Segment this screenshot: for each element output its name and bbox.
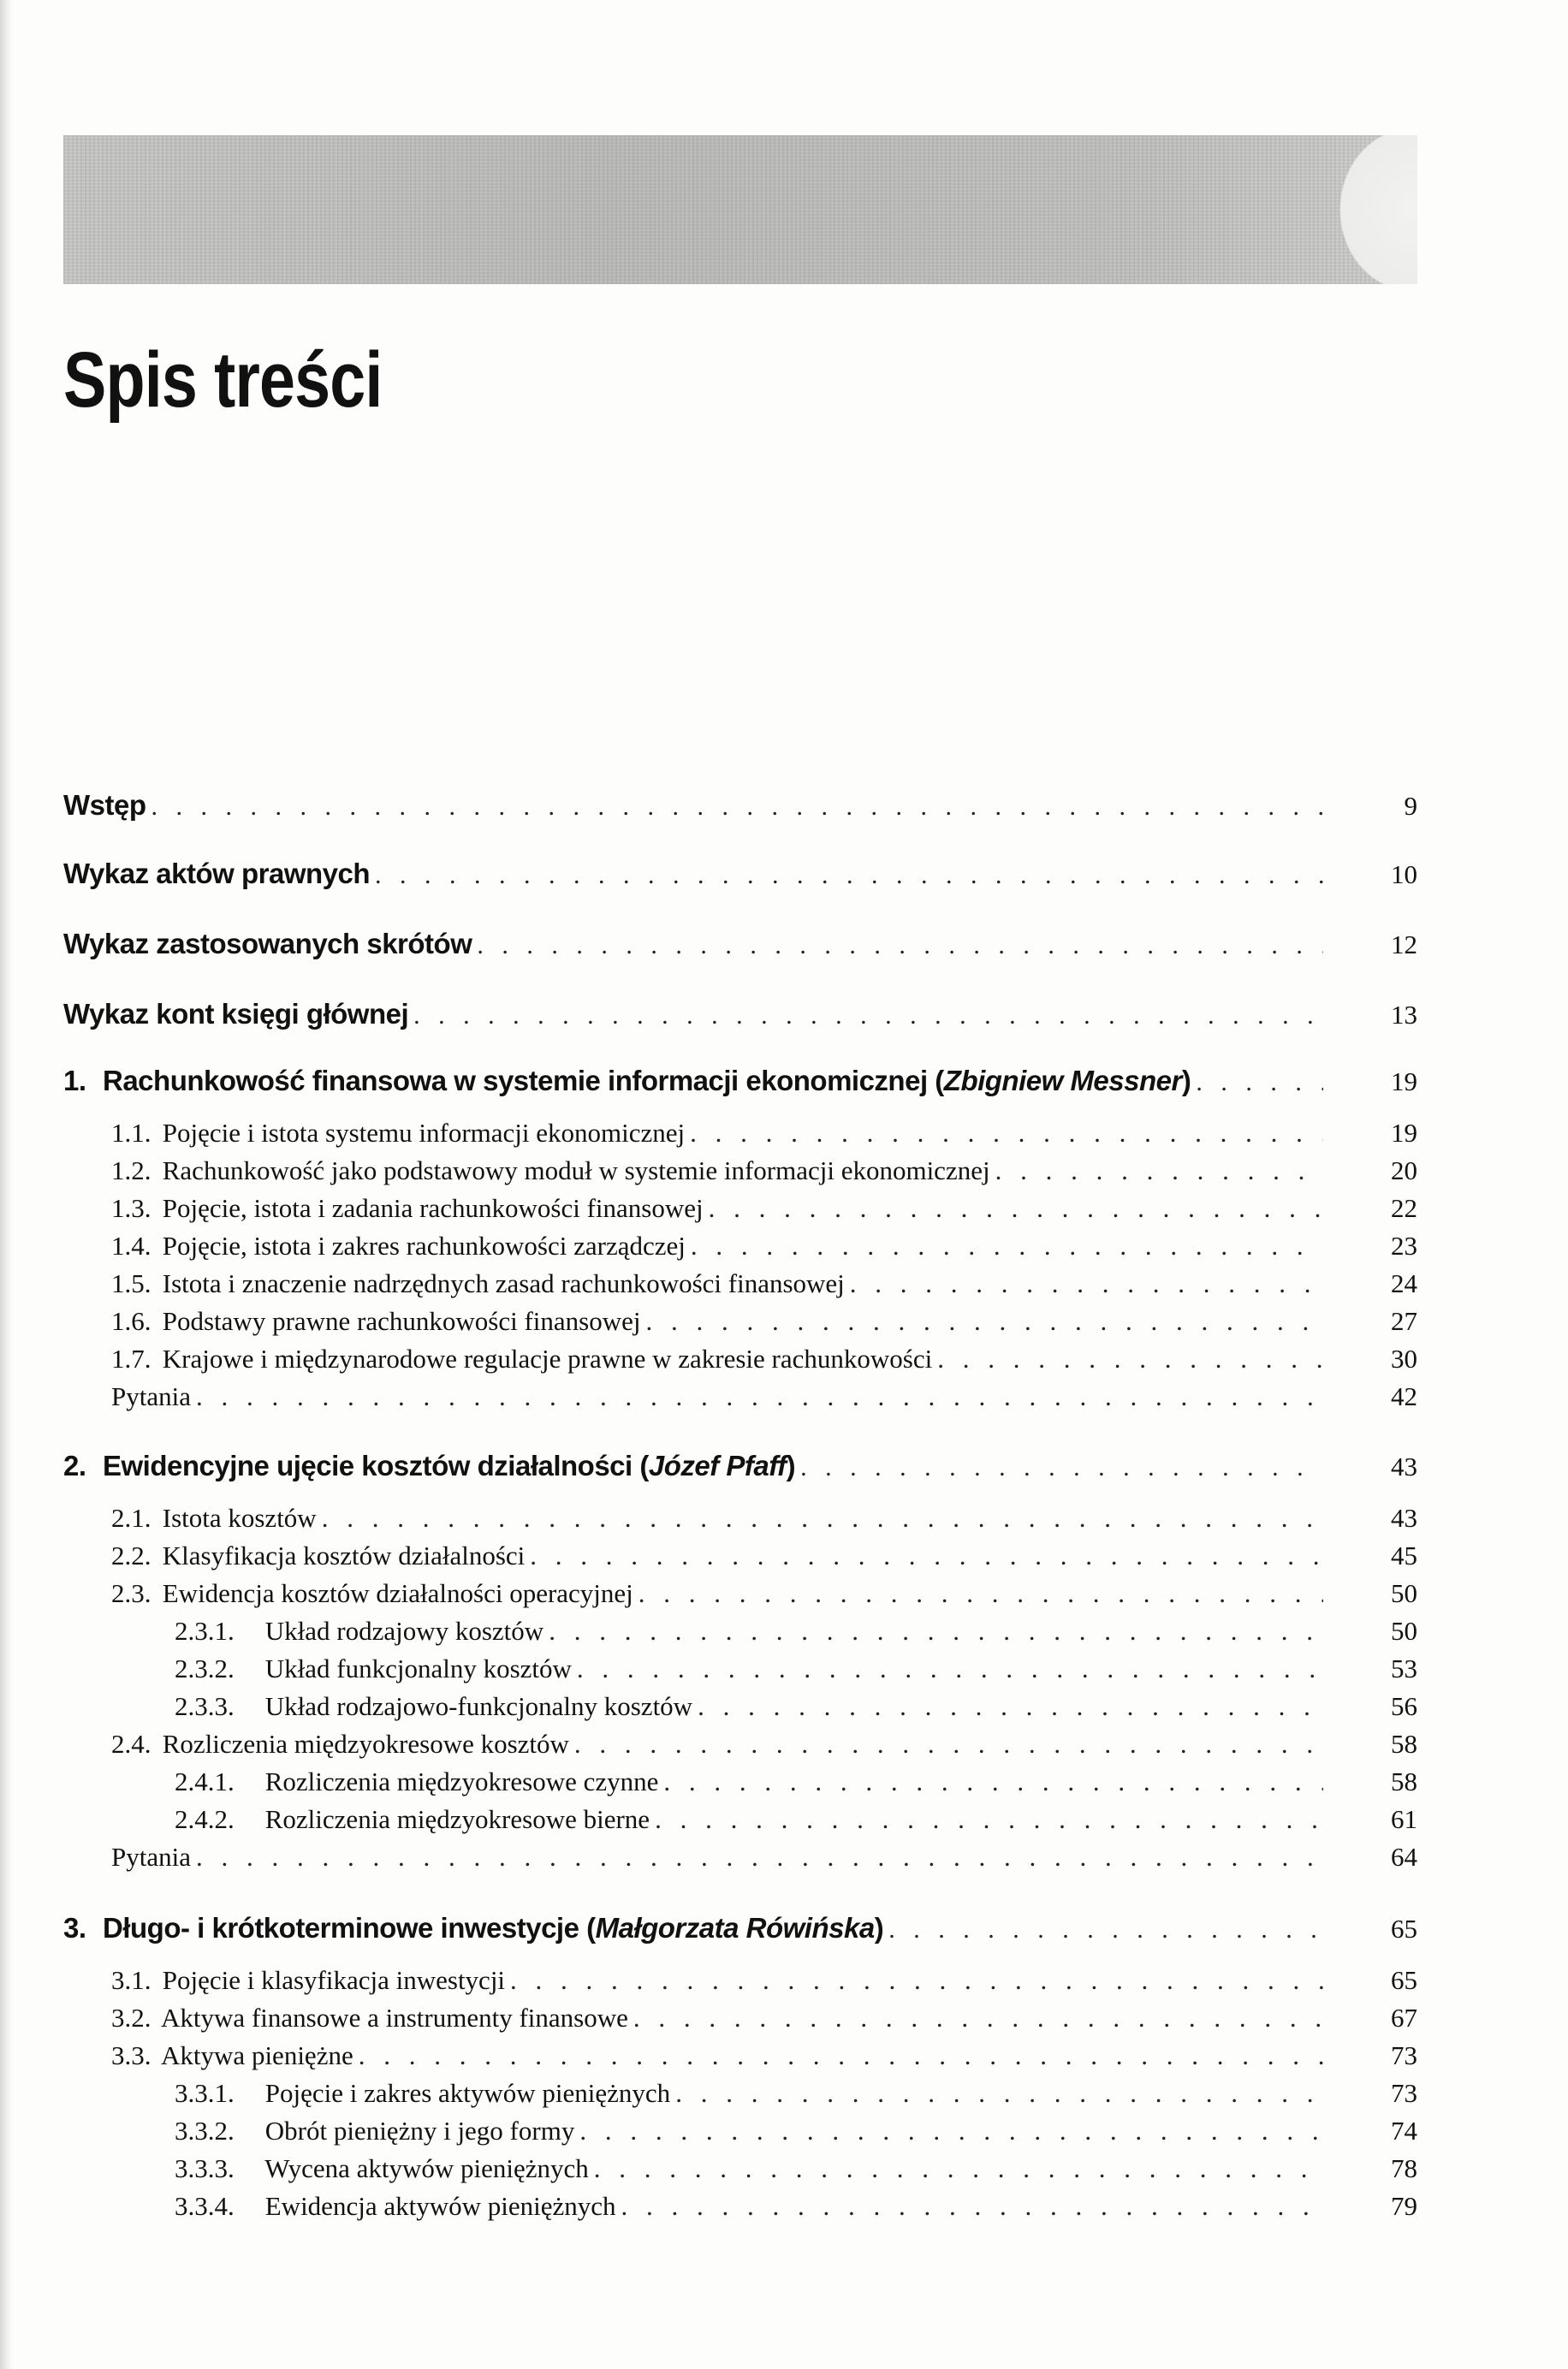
section-number: 2.4.2. — [175, 1804, 235, 1834]
chapter-title-close: ) — [874, 1912, 884, 1944]
toc-page-number: 20 — [1391, 1155, 1417, 1185]
section-number: 3.3.4. — [175, 2191, 235, 2221]
section-title: Wycena aktywów pieniężnych — [264, 2153, 589, 2183]
section-title: Rachunkowość jako podstawowy moduł w systemie informacji ekonomicznej — [162, 1155, 990, 1185]
section-title: Rozliczenia międzyokresowe czynne — [264, 1766, 659, 1796]
toc-page-number: 78 — [1391, 2153, 1417, 2183]
toc-page-number: 22 — [1391, 1193, 1417, 1223]
section-number: 3.3. — [111, 2040, 151, 2070]
toc-page-number: 24 — [1391, 1268, 1417, 1298]
toc-subsection[interactable] — [175, 1683, 1417, 1722]
chapter-number: 1. — [63, 1065, 86, 1096]
toc-page-number: 79 — [1391, 2191, 1417, 2221]
toc-chapter-1[interactable] — [63, 1058, 1417, 1097]
section-title: Aktywa pieniężne — [161, 2040, 353, 2070]
toc-page-number: 56 — [1391, 1691, 1417, 1721]
toc-section[interactable] — [111, 1109, 1417, 1149]
questions-label: Pytania — [111, 1842, 191, 1872]
toc-subsection[interactable] — [175, 2069, 1417, 2109]
section-title: Istota kosztów — [162, 1503, 317, 1533]
chapter-number: 3. — [63, 1912, 86, 1944]
section-title: Podstawy prawne rachunkowości finansowej — [162, 1306, 641, 1336]
toc-section[interactable] — [111, 1532, 1417, 1571]
toc-section[interactable] — [111, 1260, 1417, 1299]
section-title: Pojęcie, istota i zakres rachunkowości zarządczej — [162, 1231, 686, 1261]
toc-page-number: 73 — [1391, 2078, 1417, 2108]
section-number: 2.4.1. — [175, 1766, 235, 1796]
chapter-title: Rachunkowość finansowa w systemie informacji ekonomicznej ( — [103, 1065, 944, 1096]
section-number: 2.3. — [111, 1578, 151, 1608]
chapter-author: Zbigniew Messner — [943, 1065, 1182, 1096]
section-title: Obrót pieniężny i jego formy — [264, 2116, 575, 2146]
toc-section[interactable] — [111, 1335, 1417, 1374]
toc-section[interactable] — [111, 1222, 1417, 1262]
toc-page-number: 58 — [1391, 1766, 1417, 1796]
toc-questions[interactable] — [111, 1833, 1417, 1873]
chapter-number: 2. — [63, 1450, 86, 1481]
toc-page-number: 12 — [1391, 929, 1417, 959]
toc-entry-label: Wstęp — [63, 789, 146, 821]
section-title: Pojęcie i zakres aktywów pieniężnych — [264, 2078, 671, 2108]
toc-page-number: 42 — [1391, 1381, 1417, 1411]
chapter-title-close: ) — [1181, 1065, 1191, 1096]
section-number: 1.6. — [111, 1306, 151, 1336]
toc-section[interactable] — [111, 1994, 1417, 2034]
toc-page-number: 67 — [1391, 2003, 1417, 2033]
section-number: 2.3.1. — [175, 1616, 235, 1646]
section-number: 1.3. — [111, 1193, 151, 1223]
chapter-title: Długo- i krótkoterminowe inwestycje ( — [103, 1912, 596, 1944]
toc-section[interactable] — [111, 1184, 1417, 1224]
toc-page-number: 43 — [1391, 1452, 1417, 1481]
toc-page-number: 74 — [1391, 2116, 1417, 2146]
section-title: Klasyfikacja kosztów działalności — [162, 1541, 526, 1570]
section-number: 3.1. — [111, 1965, 151, 1995]
toc-entry-label: Wykaz aktów prawnych — [63, 858, 371, 889]
toc-page-number: 13 — [1391, 1000, 1417, 1030]
toc-subsection[interactable] — [175, 2182, 1417, 2222]
chapter-author: Józef Pfaff — [648, 1450, 787, 1481]
questions-label: Pytania — [111, 1381, 191, 1411]
toc-entry-wykaz-skrotow[interactable] — [63, 921, 1417, 960]
toc-page-number: 10 — [1391, 859, 1417, 889]
chapter-author: Małgorzata Rówińska — [595, 1912, 875, 1944]
section-number: 1.5. — [111, 1268, 151, 1298]
toc-chapter-3[interactable] — [63, 1905, 1417, 1944]
toc-page-number: 65 — [1391, 1914, 1417, 1944]
section-number: 1.2. — [111, 1155, 151, 1185]
toc-page-number: 58 — [1391, 1729, 1417, 1759]
section-title: Pojęcie i istota systemu informacji ekonomicznej — [162, 1118, 686, 1148]
section-number: 2.2. — [111, 1541, 151, 1570]
section-number: 2.3.3. — [175, 1691, 235, 1721]
section-title: Aktywa finansowe a instrumenty finansowe — [161, 2003, 628, 2033]
toc-subsection[interactable] — [175, 1796, 1417, 1835]
section-number: 2.4. — [111, 1729, 151, 1759]
toc-subsection[interactable] — [175, 1758, 1417, 1797]
section-title: Krajowe i międzynarodowe regulacje prawne w zakresie rachunkowości — [162, 1344, 933, 1374]
section-title: Układ rodzajowy kosztów — [264, 1616, 544, 1646]
section-number: 2.3.2. — [175, 1654, 235, 1683]
section-title: Ewidencja kosztów działalności operacyjnej — [162, 1578, 633, 1608]
toc-page-number: 23 — [1391, 1231, 1417, 1261]
section-title: Pojęcie i klasyfikacja inwestycji — [162, 1965, 506, 1995]
toc-entry-wykaz-aktow[interactable] — [63, 851, 1417, 890]
toc-entry-wstep[interactable] — [63, 782, 1417, 822]
toc-page-number: 50 — [1391, 1578, 1417, 1608]
toc-page-number: 9 — [1404, 791, 1417, 821]
section-title: Ewidencja aktywów pieniężnych — [264, 2191, 616, 2221]
toc-page-number: 43 — [1391, 1503, 1417, 1533]
toc-page-number: 19 — [1391, 1118, 1417, 1148]
section-title: Rozliczenia międzyokresowe kosztów — [162, 1729, 569, 1759]
page-title: Spis treści — [63, 336, 383, 424]
section-number: 3.3.3. — [175, 2153, 235, 2183]
toc-section[interactable] — [111, 1297, 1417, 1337]
toc-section[interactable] — [111, 1570, 1417, 1609]
toc-subsection[interactable] — [175, 2107, 1417, 2146]
toc-section[interactable] — [111, 1956, 1417, 1996]
section-number: 3.3.1. — [175, 2078, 235, 2108]
toc-section[interactable] — [111, 1494, 1417, 1534]
toc-entry-label: Wykaz kont księgi głównej — [63, 998, 409, 1030]
toc-page-number: 73 — [1391, 2040, 1417, 2070]
toc-section[interactable] — [111, 1147, 1417, 1186]
toc-subsection[interactable] — [175, 2145, 1417, 2184]
section-number: 3.3.2. — [175, 2116, 235, 2146]
section-title: Układ funkcjonalny kosztów — [264, 1654, 572, 1683]
section-number: 1.4. — [111, 1231, 151, 1261]
toc-subsection[interactable] — [175, 1607, 1417, 1647]
toc-page-number: 45 — [1391, 1541, 1417, 1570]
section-title: Pojęcie, istota i zadania rachunkowości finansowej — [162, 1193, 704, 1223]
chapter-title-close: ) — [786, 1450, 796, 1481]
section-number: 1.1. — [111, 1118, 151, 1148]
toc-subsection[interactable] — [175, 1645, 1417, 1684]
section-number: 1.7. — [111, 1344, 151, 1374]
chapter-title: Ewidencyjne ujęcie kosztów działalności ( — [103, 1450, 649, 1481]
toc-entry-wykaz-kont[interactable] — [63, 991, 1417, 1030]
section-title: Istota i znaczenie nadrzędnych zasad rachunkowości finansowej — [162, 1268, 845, 1298]
toc-page-number: 50 — [1391, 1616, 1417, 1646]
toc-chapter-2[interactable] — [63, 1443, 1417, 1482]
toc-entry-label: Wykaz zastosowanych skrótów — [63, 928, 472, 959]
section-number: 2.1. — [111, 1503, 151, 1533]
toc-page-number: 30 — [1391, 1344, 1417, 1374]
toc-section[interactable] — [111, 2032, 1417, 2071]
toc-questions[interactable] — [111, 1373, 1417, 1412]
toc-page-number: 53 — [1391, 1654, 1417, 1683]
toc-section[interactable] — [111, 1720, 1417, 1760]
toc-page-number: 19 — [1391, 1066, 1417, 1096]
toc-page-number: 61 — [1391, 1804, 1417, 1834]
section-title: Rozliczenia międzyokresowe bierne — [264, 1804, 650, 1834]
section-title: Układ rodzajowo-funkcjonalny kosztów — [264, 1691, 693, 1721]
toc-page-number: 65 — [1391, 1965, 1417, 1995]
toc-page-number: 27 — [1391, 1306, 1417, 1336]
section-number: 3.2. — [111, 2003, 151, 2033]
toc-page-number: 64 — [1391, 1842, 1417, 1872]
